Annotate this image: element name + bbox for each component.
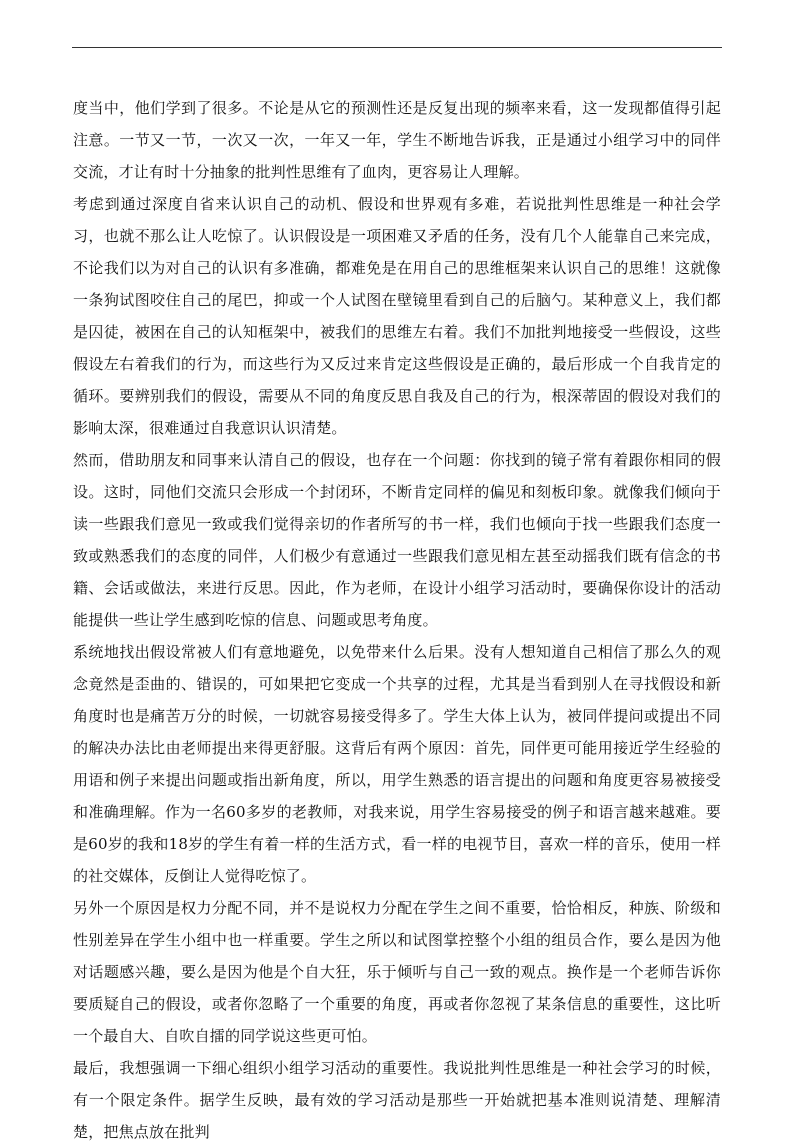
paragraph-2: 考虑到通过深度自省来认识自己的动机、假设和世界观有多难，若说批判性思维是一种社会学习，也就不那么让人吃惊了。认识假设是一项困难又矛盾的任务，没有几个人能靠自己来完成，不论我们以为对自己的认识有多准确，都难免是在用自己的思维框架来认识自己的思维！这就像一条狗试图咬住自己的尾巴，抑或一个人试图在壁镜里看到自己的后脑勺。某种意义上，我们都是囚徒，被困在自己的认知框架中，被我们的思维左右着。我们不加批判地接受一些假设，这些假设左右着我们的行为，而这些行为又反过来肯定这些假设是正确的，最后形成一个自我肯定的循环。要辨别我们的假设，需要从不同的角度反思自我及自己的行为，根深蒂固的假设对我们的影响太深，很难通过自我意识认识清楚。: [73, 195, 721, 437]
document-body: [73, 92, 721, 1148]
paragraph-1: 度当中，他们学到了很多。不论是从它的预测性还是反复出现的频率来看，这一发现都值得引起注意。一节又一节，一次又一次，一年又一年，学生不断地告诉我，正是通过小组学习中的同伴交流，才让有时十分抽象的批判性思维有了血肉，更容易让人理解。: [73, 99, 721, 181]
paragraph-4: 系统地找出假设常被人们有意地避免，以免带来什么后果。没有人想知道自己相信了那么久的观念竟然是歪曲的、错误的，可如果把它变成一个共享的过程，尤其是当看到别人在寻找假设和新角度时也是痛苦万分的时候，一切就容易接受得多了。学生大体上认为，被同伴提问或提出不同的解决办法比由老师提出来得更舒服。这背后有两个原因：首先，同伴更可能用接近学生经验的用语和例子来提出问题或指出新角度，所以，用学生熟悉的语言提出的问题和角度更容易被接受和准确理解。作为一名60多岁的老教师，对我来说，用学生容易接受的例子和语言越来越难。要是60岁的我和18岁的学生有着一样的生活方式，看一样的电视节目，喜欢一样的音乐，使用一样的社交媒体，反倒让人觉得吃惊了。: [73, 643, 721, 885]
paragraph-6: 最后，我想强调一下细心组织小组学习活动的重要性。我说批判性思维是一种社会学习的时候，有一个限定条件。据学生反映，最有效的学习活动是那些一开始就把基本准则说清楚、理解清楚，把焦点放在批判: [73, 1059, 721, 1141]
paragraph-5: 另外一个原因是权力分配不同，并不是说权力分配在学生之间不重要，恰恰相反，种族、阶级和性别差异在学生小组中也一样重要。学生之所以和试图掌控整个小组的组员合作，要么是因为他对话题感兴趣，要么是因为他是个自大狂，乐于倾听与自己一致的观点。换作是一个老师告诉你要质疑自己的假设，或者你忽略了一个重要的角度，再或者你忽视了某条信息的重要性，这比听一个最自大、自吹自擂的同学说这些更可怕。: [73, 899, 721, 1045]
paragraph-3: 然而，借助朋友和同事来认清自己的假设，也存在一个问题：你找到的镜子常有着跟你相同的假设。这时，同他们交流只会形成一个封闭环，不断肯定同样的偏见和刻板印象。就像我们倾向于读一些跟我们意见一致或我们觉得亲切的作者所写的书一样，我们也倾向于找一些跟我们态度一致或熟悉我们的态度的同伴，人们极少有意通过一些跟我们意见相左甚至动摇我们既有信念的书籍、会话或做法，来进行反思。因此，作为老师，在设计小组学习活动时，要确保你设计的活动能提供一些让学生感到吃惊的信息、问题或思考角度。: [73, 451, 721, 629]
header-rule: [72, 47, 722, 48]
